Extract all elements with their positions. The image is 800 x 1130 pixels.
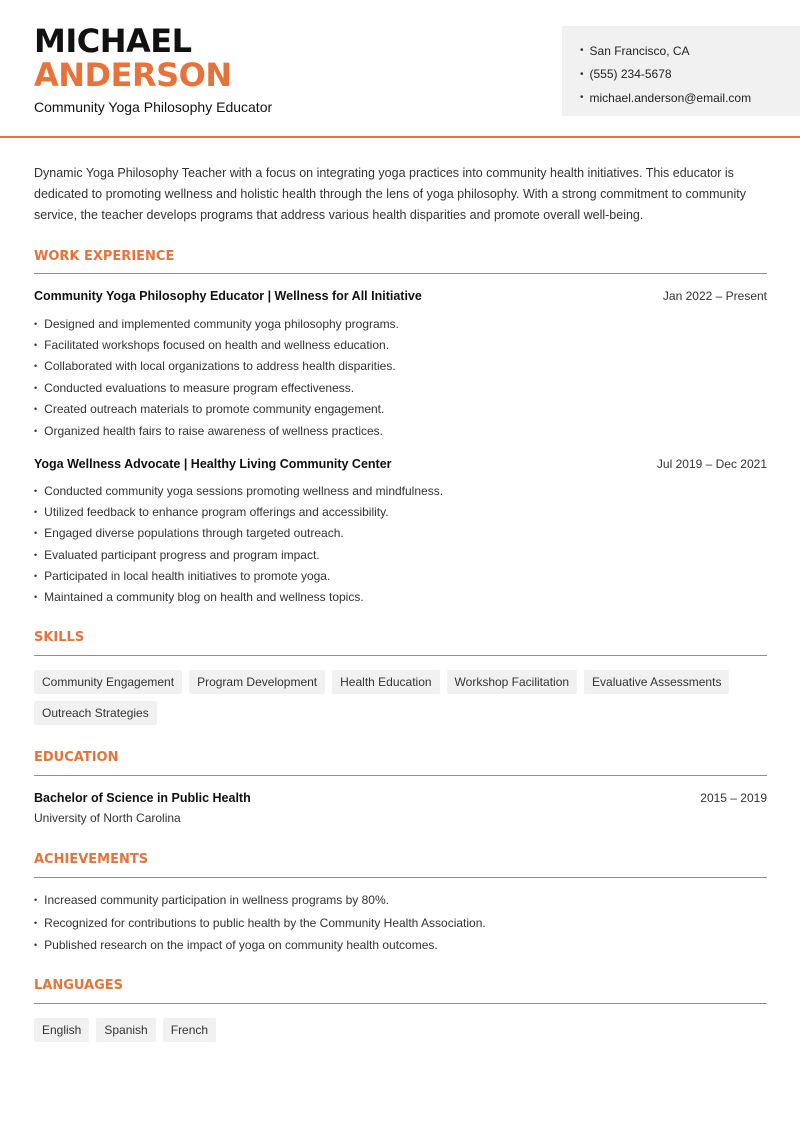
list-item: • Utilized feedback to enhance program offerings and accessibility. (34, 504, 389, 519)
bullet-icon: • (34, 917, 38, 928)
job-title-1: Community Yoga Philosophy Educator | Wellness for All Initiative (34, 289, 422, 303)
list-item: • Conducted evaluations to measure program effectiveness. (34, 380, 355, 395)
phone-text: (555) 234-5678 (589, 67, 672, 82)
skill-tag: Community Engagement (34, 670, 182, 694)
contact-email[interactable] (580, 86, 800, 110)
location-text: San Francisco, CA (589, 43, 690, 58)
summary-paragraph: Dynamic Yoga Philosophy Teacher with a focus on integrating yoga practices into community health initiatives. This educator is dedicated to promoting wellness and holistic health through the lens of yoga philosophy. With a strong commitment to community service, the teacher develops programs that address various health disparities and promote overall well-being. (34, 166, 746, 222)
section-divider (34, 1003, 767, 1004)
skill-tag: Program Development (189, 670, 325, 694)
job-title-2: Yoga Wellness Advocate | Healthy Living Community Center (34, 457, 392, 471)
list-item: • Collaborated with local organizations to address health disparities. (34, 359, 396, 374)
bullet-icon: • (580, 92, 584, 104)
list-item: • Designed and implemented community yoga philosophy programs. (34, 316, 400, 331)
section-title-skills: SKILLS (34, 630, 85, 645)
bullet-icon: • (580, 68, 584, 80)
bullet-icon: • (34, 570, 38, 581)
candidate-name (34, 24, 232, 92)
resume-header (0, 0, 800, 138)
list-item: • Evaluated participant progress and program impact. (34, 547, 320, 562)
section-divider (34, 877, 767, 878)
education-dates: 2015 – 2019 (700, 791, 767, 805)
list-item: • Engaged diverse populations through targeted outreach. (34, 526, 344, 541)
list-item: • Participated in local health initiatives to promote yoga. (34, 568, 331, 583)
language-tag: English (34, 1018, 89, 1042)
achievements-list (34, 889, 486, 957)
list-item: • Facilitated workshops focused on health and wellness education. (34, 338, 390, 353)
contact-box (562, 26, 800, 116)
languages-tags (34, 1018, 774, 1042)
bullet-icon: • (34, 940, 38, 951)
skill-tag: Outreach Strategies (34, 701, 157, 725)
section-title-achievements: ACHIEVEMENTS (34, 852, 149, 867)
last-name: ANDERSON (34, 56, 232, 94)
skill-tag: Workshop Facilitation (447, 670, 578, 694)
list-item: • Created outreach materials to promote community engagement. (34, 402, 385, 417)
language-tag: French (163, 1018, 216, 1042)
job-headline: Community Yoga Philosophy Educator (34, 99, 273, 115)
list-item: • Conducted community yoga sessions promoting wellness and mindfulness. (34, 483, 444, 498)
bullet-icon: • (34, 425, 38, 436)
section-divider (34, 655, 767, 656)
list-item: • Recognized for contributions to public health by the Community Health Association. (34, 915, 486, 930)
contact-phone (580, 63, 800, 87)
education-school: University of North Carolina (34, 811, 181, 825)
bullet-icon: • (34, 318, 38, 329)
bullet-icon: • (34, 382, 38, 393)
skills-tags (34, 670, 774, 725)
list-item: • Increased community participation in wellness programs by 80%. (34, 893, 389, 908)
bullet-icon: • (34, 528, 38, 539)
bullet-icon: • (34, 506, 38, 517)
bullet-icon: • (34, 404, 38, 415)
section-title-work: WORK EXPERIENCE (34, 249, 175, 264)
list-item: • Published research on the impact of yoga on community health outcomes. (34, 938, 438, 953)
bullet-icon: • (34, 592, 38, 603)
bullet-icon: • (34, 361, 38, 372)
bullet-icon: • (34, 485, 38, 496)
email-text[interactable]: michael.anderson@email.com (589, 90, 752, 105)
contact-location (580, 39, 800, 63)
section-divider (34, 775, 767, 776)
job-dates-1: Jan 2022 – Present (662, 289, 767, 303)
skill-tag: Health Education (332, 670, 439, 694)
list-item: • Maintained a community blog on health and wellness topics. (34, 590, 364, 605)
section-divider (34, 273, 767, 274)
bullet-icon: • (580, 45, 584, 57)
skill-tag: Evaluative Assessments (584, 670, 729, 694)
section-title-languages: LANGUAGES (34, 978, 124, 993)
job-dates-2: Jul 2019 – Dec 2021 (656, 457, 767, 471)
education-degree: Bachelor of Science in Public Health (34, 791, 251, 805)
language-tag: Spanish (96, 1018, 155, 1042)
section-title-education: EDUCATION (34, 750, 119, 765)
bullet-icon: • (34, 340, 38, 351)
bullet-icon: • (34, 549, 38, 560)
job-bullets-2 (34, 480, 443, 608)
first-name: MICHAEL (34, 22, 192, 60)
list-item: • Organized health fairs to raise awareness of wellness practices. (34, 423, 383, 438)
bullet-icon: • (34, 895, 38, 906)
job-bullets-1 (34, 313, 399, 441)
